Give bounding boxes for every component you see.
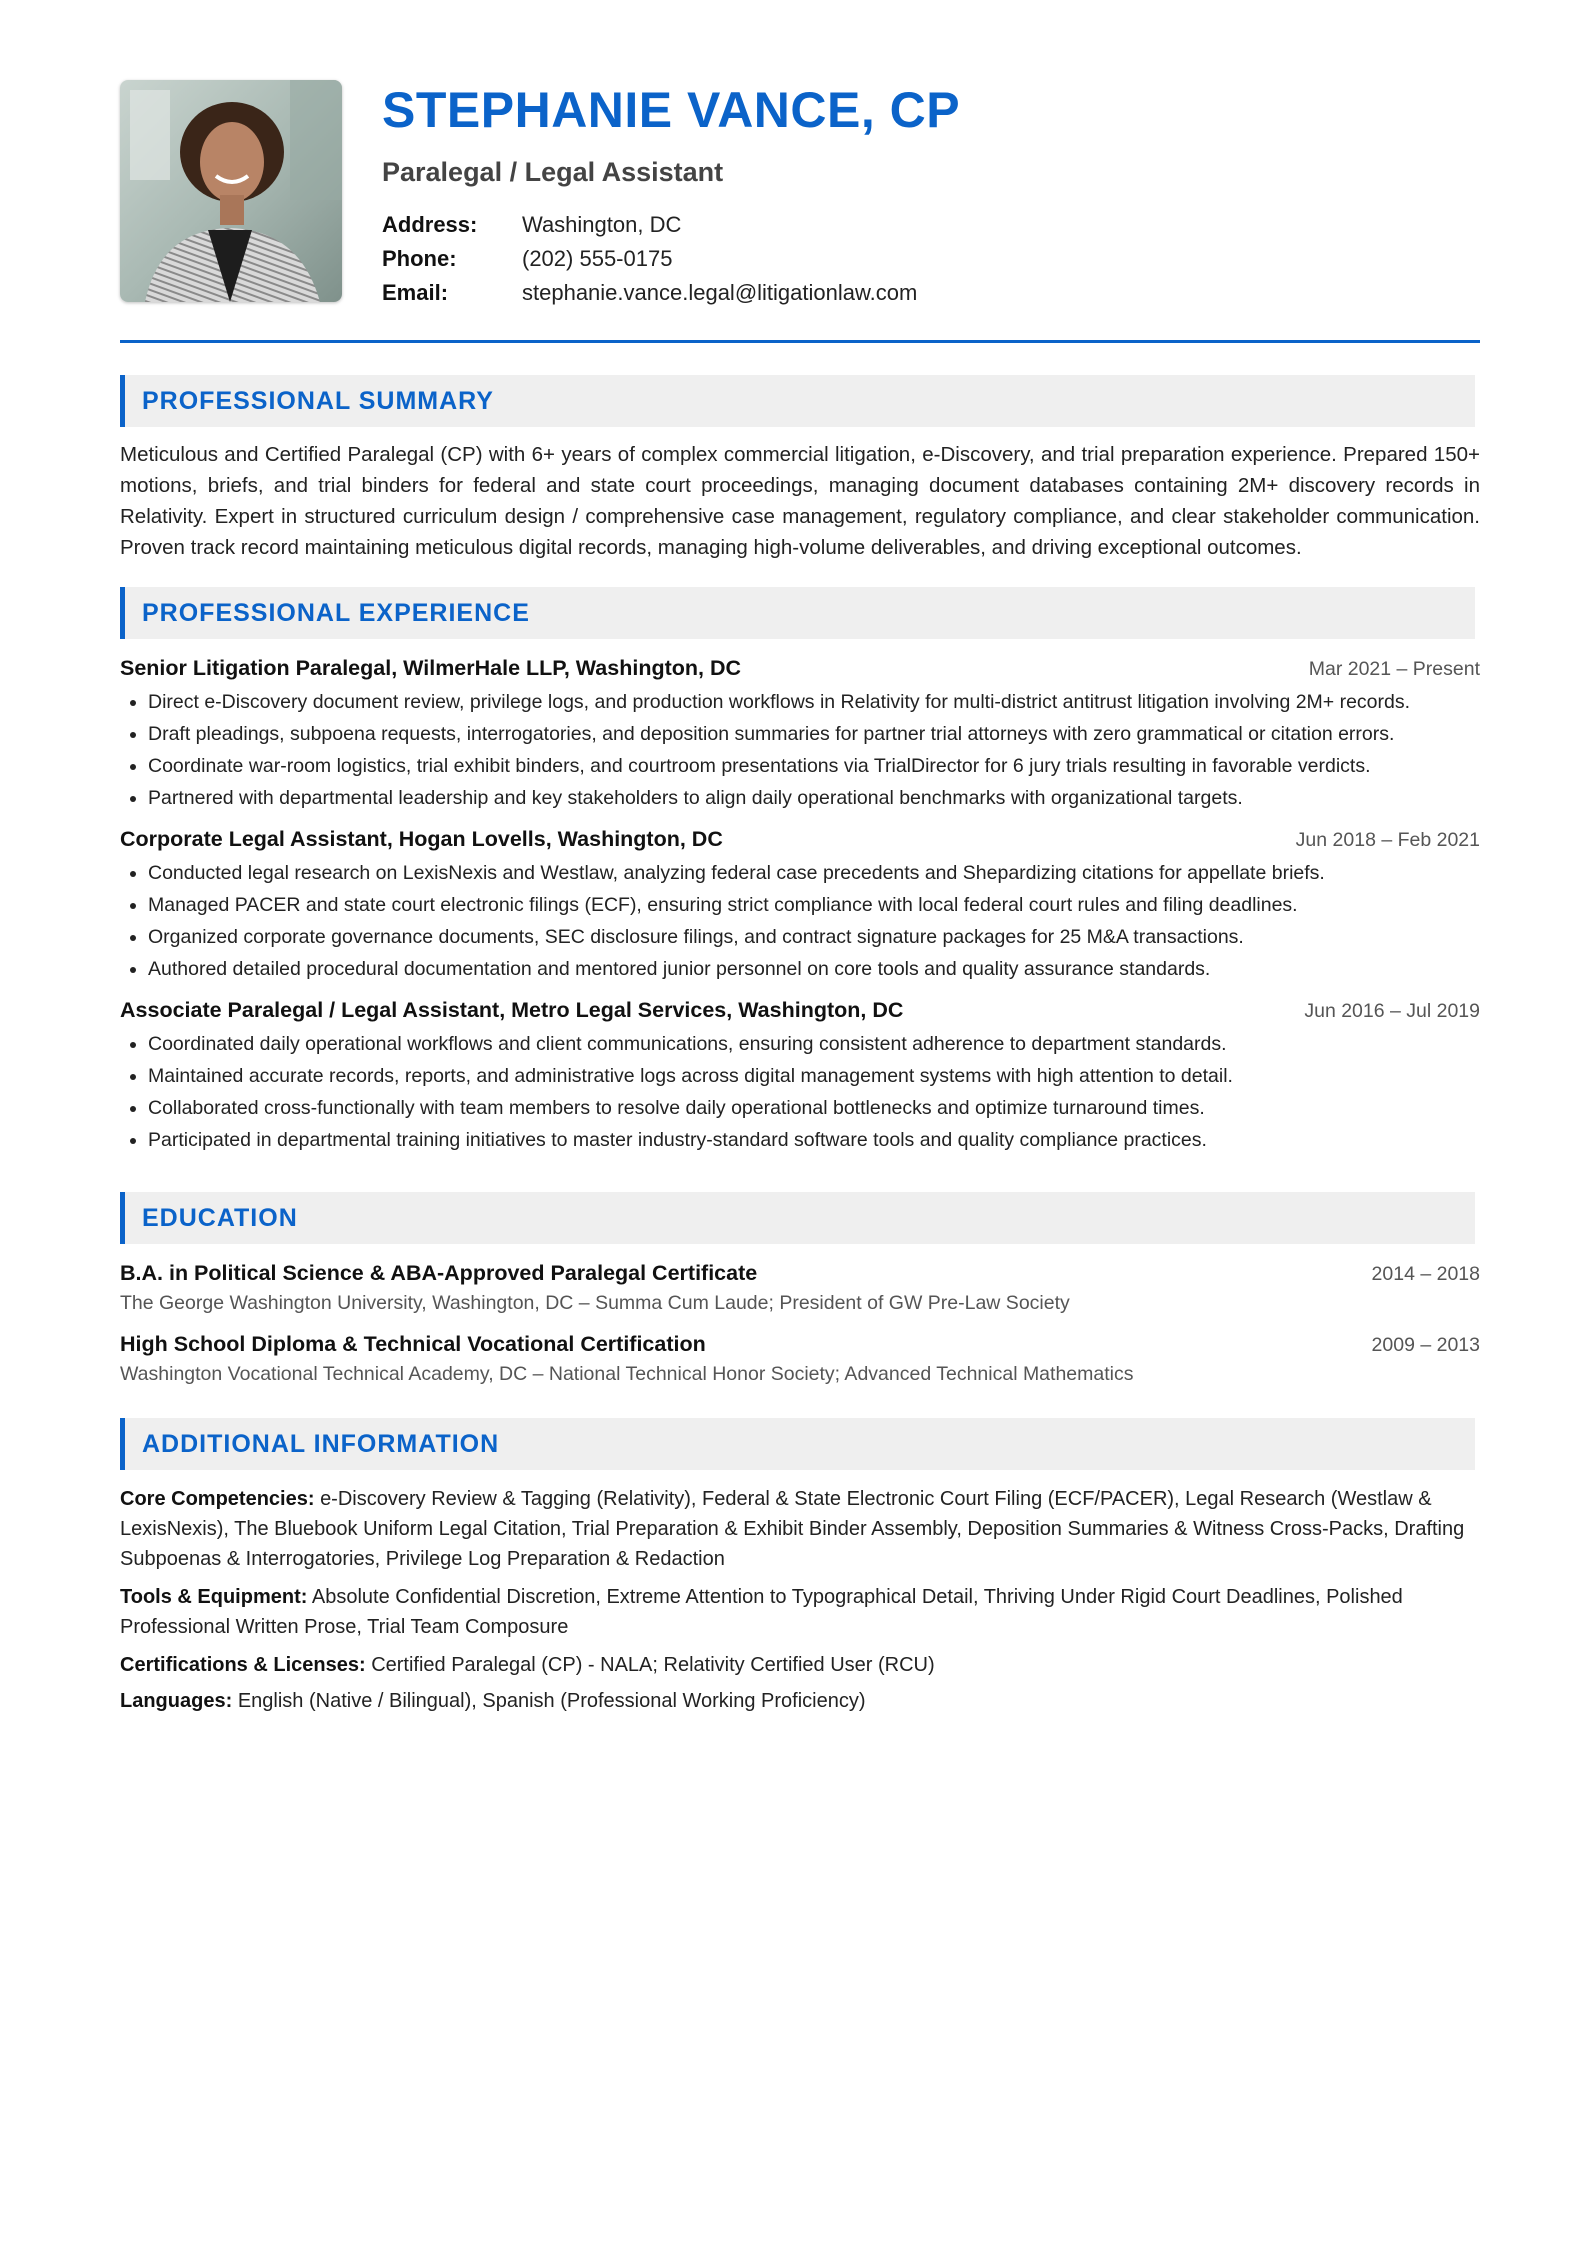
education-date: 2014 – 2018 — [1371, 1263, 1480, 1285]
profile-photo — [120, 80, 342, 302]
job-bullets — [120, 1030, 1480, 1154]
additional-competencies — [120, 1484, 1480, 1574]
contact-label: Address: — [382, 212, 478, 237]
section-title: EDUCATION — [142, 1203, 298, 1232]
job-heading — [120, 995, 1480, 1026]
contact-value: Washington, DC — [522, 212, 682, 237]
summary-text: Meticulous and Certified Paralegal (CP) with 6+ years of complex commercial litigation, e-Discovery, and trial preparation experience. Prepared 150+ motions, briefs, and trial binders for federal and state court proceedings, managing document databases containing 2M+ discovery records in Relativity. Expert in structured curriculum design / comprehensive case management, regulatory compliance, and clear stakeholder communication. Proven track record maintaining meticulous digital records, managing high-volume deliverables, and driving exceptional outcomes. — [120, 443, 1480, 559]
bullet-item: • Collaborated cross-functionally with team members to resolve daily operational bottlenecks and optimize turnaround times. — [148, 1094, 1480, 1122]
contact-label: Phone: — [382, 246, 457, 271]
bullet-item: • Coordinated daily operational workflows and client communications, ensuring consistent adherence to department standards. — [148, 1030, 1480, 1058]
section-header-education — [120, 1192, 1475, 1244]
job-title: Corporate Legal Assistant, Hogan Lovells, Washington, DC — [120, 827, 723, 851]
section-title: ADDITIONAL INFORMATION — [142, 1429, 500, 1458]
additional-certifications — [120, 1650, 1480, 1680]
education-detail: Washington Vocational Technical Academy, DC – National Technical Honor Society; Advanced Technical Mathematics — [120, 1363, 1134, 1385]
header-info — [382, 80, 960, 310]
info-value: e-Discovery Review & Tagging (Relativity), Federal & State Electronic Court Filing (ECF/PACER), Legal Research (Westlaw & LexisNexis), The Bluebook Uniform Legal Citation, Trial Preparation & Exhibit Binder Assembly, Deposition Summaries & Witness Cross-Packs, Drafting Subpoenas & Interrogatories, Privilege Log Preparation & Redaction — [120, 1488, 1465, 1570]
contact-phone — [382, 242, 960, 276]
degree-title: B.A. in Political Science & ABA-Approved Paralegal Certificate — [120, 1261, 758, 1285]
bullet-item: • Direct e-Discovery document review, privilege logs, and production workflows in Relativity for multi-district antitrust litigation involving 2M+ records. — [148, 688, 1480, 716]
bullet-item: • Coordinate war-room logistics, trial exhibit binders, and courtroom presentations via TrialDirector for 6 jury trials resulting in favorable verdicts. — [148, 752, 1480, 780]
education-date: 2009 – 2013 — [1371, 1334, 1480, 1356]
additional-tools — [120, 1582, 1480, 1642]
job-bullets — [120, 688, 1480, 812]
job-bullets — [120, 859, 1480, 983]
education-heading — [120, 1329, 1480, 1360]
bullet-item: • Maintained accurate records, reports, and administrative logs across digital management systems with high attention to detail. — [148, 1062, 1480, 1090]
bullet-item: • Participated in departmental training initiatives to master industry-standard software tools and quality compliance practices. — [148, 1126, 1480, 1154]
info-value: Certified Paralegal (CP) - NALA; Relativity Certified User (RCU) — [371, 1654, 935, 1676]
contact-block — [382, 208, 960, 310]
job-entry — [120, 824, 1480, 983]
contact-value: stephanie.vance.legal@litigationlaw.com — [522, 280, 918, 305]
info-label: Languages: — [120, 1690, 233, 1712]
bullet-item: • Partnered with departmental leadership and key stakeholders to align daily operational benchmarks with organizational targets. — [148, 784, 1480, 812]
info-label: Core Competencies: — [120, 1488, 315, 1510]
contact-address — [382, 208, 960, 242]
section-header-additional — [120, 1418, 1475, 1470]
job-title: Associate Paralegal / Legal Assistant, Metro Legal Services, Washington, DC — [120, 998, 904, 1022]
bullet-item: • Organized corporate governance documents, SEC disclosure filings, and contract signature packages for 25 M&A transactions. — [148, 923, 1480, 951]
contact-value: (202) 555-0175 — [522, 246, 673, 271]
job-heading — [120, 653, 1480, 684]
bullet-item: • Managed PACER and state court electronic filings (ECF), ensuring strict compliance with local federal court rules and filing deadlines. — [148, 891, 1480, 919]
info-value: Absolute Confidential Discretion, Extreme Attention to Typographical Detail, Thriving Under Rigid Court Deadlines, Polished Professional Written Prose, Trial Team Composure — [120, 1586, 1403, 1638]
bullet-item: • Conducted legal research on LexisNexis and Westlaw, analyzing federal case precedents and Shepardizing citations for appellate briefs. — [148, 859, 1480, 887]
job-entry — [120, 995, 1480, 1154]
section-title: PROFESSIONAL EXPERIENCE — [142, 598, 530, 627]
additional-languages — [120, 1686, 1480, 1716]
contact-label: Email: — [382, 280, 449, 305]
section-header-experience — [120, 587, 1475, 639]
info-value: English (Native / Bilingual), Spanish (Professional Working Proficiency) — [237, 1690, 866, 1712]
resume-header — [120, 80, 1480, 310]
bullet-item: • Draft pleadings, subpoena requests, interrogatories, and deposition summaries for partner trial attorneys with zero grammatical or citation errors. — [148, 720, 1480, 748]
job-date: Jun 2016 – Jul 2019 — [1304, 1000, 1480, 1022]
education-entry — [120, 1258, 1480, 1317]
header-divider — [120, 340, 1480, 343]
bullet-item: • Authored detailed procedural documentation and mentored junior personnel on core tools and quality assurance standards. — [148, 955, 1480, 983]
education-heading — [120, 1258, 1480, 1289]
job-entry — [120, 653, 1480, 812]
education-detail: The George Washington University, Washington, DC – Summa Cum Laude; President of GW Pre-Law Society — [120, 1292, 1070, 1314]
contact-email — [382, 276, 960, 310]
job-heading — [120, 824, 1480, 855]
education-entry — [120, 1329, 1480, 1388]
job-headline: Paralegal / Legal Assistant — [382, 157, 724, 187]
job-date: Jun 2018 – Feb 2021 — [1295, 829, 1480, 851]
degree-title: High School Diploma & Technical Vocational Certification — [120, 1332, 706, 1356]
section-title: PROFESSIONAL SUMMARY — [142, 386, 494, 415]
job-title: Senior Litigation Paralegal, WilmerHale LLP, Washington, DC — [120, 656, 742, 680]
section-header-summary — [120, 375, 1475, 427]
job-date: Mar 2021 – Present — [1308, 658, 1480, 680]
info-label: Tools & Equipment: — [120, 1586, 308, 1608]
candidate-name: STEPHANIE VANCE, CP — [382, 82, 961, 138]
info-label: Certifications & Licenses: — [120, 1654, 366, 1676]
